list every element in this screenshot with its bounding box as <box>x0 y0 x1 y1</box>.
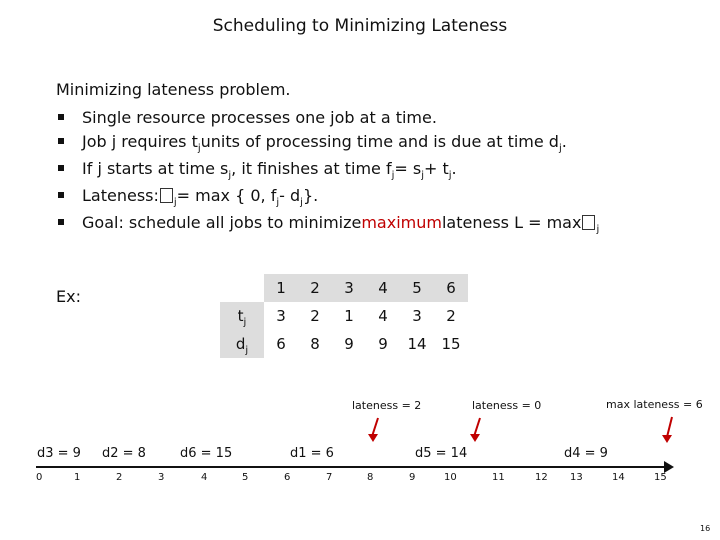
bullet-text: , it finishes at time f <box>231 159 392 178</box>
tick-label: 12 <box>535 472 548 483</box>
bullet-item <box>58 211 599 238</box>
intro-text: Minimizing lateness problem. <box>56 80 291 99</box>
bullet-item <box>58 157 599 184</box>
subscript: j <box>558 143 562 154</box>
bullet-item <box>58 184 599 211</box>
table-row <box>220 330 468 358</box>
subscript: j <box>197 143 201 154</box>
job-label: d2 = 8 <box>102 446 146 461</box>
bullet-icon <box>58 138 64 144</box>
bullet-text: + t <box>423 159 449 178</box>
lateness-note: max lateness = 6 <box>606 398 703 411</box>
tick-label: 8 <box>367 472 374 483</box>
bullet-text: Goal: schedule all jobs to minimize <box>82 213 362 232</box>
row-label: $d_j$ <box>220 330 264 358</box>
bullet-text: Job j requires t <box>82 132 198 151</box>
table-cell: 1 <box>344 307 354 325</box>
table-cell: 3 <box>276 307 286 325</box>
missing-glyph-icon <box>582 215 595 230</box>
job-label: d4 = 9 <box>564 446 608 461</box>
bullet-item <box>58 106 599 130</box>
arrow-head-icon <box>368 434 378 442</box>
bullet-icon <box>58 192 64 198</box>
tick-label: 5 <box>242 472 249 483</box>
table-cell: 2 <box>310 307 320 325</box>
lateness-note: lateness = 0 <box>472 399 542 412</box>
table-header-cell: 3 <box>332 274 366 302</box>
table-header-cell: 6 <box>434 274 468 302</box>
table-row <box>220 302 468 330</box>
timeline-axis <box>36 466 668 468</box>
table-cell: 6 <box>276 335 286 353</box>
lateness-note: lateness = 2 <box>352 399 422 412</box>
arrow-head-icon <box>470 434 480 442</box>
jobs-table <box>220 274 468 358</box>
job-label: d6 = 15 <box>180 446 233 461</box>
highlight-text: maximum <box>361 213 442 232</box>
subscript: j <box>596 224 600 235</box>
table-cell: 9 <box>378 335 388 353</box>
subscript: j <box>228 170 232 181</box>
tick-label: 4 <box>201 472 208 483</box>
page-number: 16 <box>700 524 711 533</box>
bullet-text: . <box>451 159 457 178</box>
job-label: d3 = 9 <box>37 446 81 461</box>
tick-label: 2 <box>116 472 123 483</box>
bullet-text: . <box>561 132 567 151</box>
bullet-item <box>58 130 599 157</box>
tick-label: 14 <box>612 472 625 483</box>
table-cell: 4 <box>378 307 388 325</box>
table-cell: 14 <box>407 335 427 353</box>
subscript: j <box>391 170 395 181</box>
table-cell: 9 <box>344 335 354 353</box>
bullet-text: = max { 0, f <box>176 186 277 205</box>
tick-label: 13 <box>570 472 583 483</box>
tick-label: 15 <box>654 472 667 483</box>
tick-label: 10 <box>444 472 457 483</box>
bullet-text: }. <box>302 186 319 205</box>
table-header-cell: 4 <box>366 274 400 302</box>
tick-label: 6 <box>284 472 291 483</box>
table-header-cell: 5 <box>400 274 434 302</box>
subscript: j <box>276 197 280 208</box>
arrow-head-icon <box>662 435 672 443</box>
table-cell <box>220 274 264 302</box>
subscript: j <box>421 170 424 181</box>
bullet-text: Single resource processes one job at a time. <box>82 108 437 127</box>
table-cell: 3 <box>412 307 422 325</box>
table-cell: 8 <box>310 335 320 353</box>
tick-label: 9 <box>409 472 416 483</box>
subscript: j <box>448 170 452 181</box>
table-row <box>220 274 468 302</box>
example-label: Ex: <box>56 287 81 306</box>
subscript: j <box>173 197 177 208</box>
table-header-cell: 1 <box>264 274 298 302</box>
bullet-text: Lateness: <box>82 186 159 205</box>
tick-label: 0 <box>36 472 43 483</box>
subscript: j <box>300 197 303 208</box>
table-cell: 15 <box>441 335 461 353</box>
bullet-text: lateness L = max <box>441 213 582 232</box>
row-label: $t_j$ <box>220 302 264 330</box>
bullet-icon <box>58 219 64 225</box>
bullet-icon <box>58 114 64 120</box>
job-label: d5 = 14 <box>415 446 468 461</box>
table-cell: 2 <box>446 307 456 325</box>
tick-label: 11 <box>492 472 505 483</box>
tick-label: 7 <box>326 472 333 483</box>
bullet-text: = s <box>394 159 422 178</box>
table-header-cell: 2 <box>298 274 332 302</box>
missing-glyph-icon <box>160 188 173 203</box>
bullet-text: If j starts at time s <box>82 159 229 178</box>
bullet-text: - d <box>279 186 301 205</box>
job-label: d1 = 6 <box>290 446 334 461</box>
tick-label: 1 <box>74 472 81 483</box>
bullet-icon <box>58 165 64 171</box>
tick-label: 3 <box>158 472 165 483</box>
page-title: Scheduling to Minimizing Lateness <box>212 16 508 36</box>
bullet-list <box>58 106 599 238</box>
bullet-text: units of processing time and is due at time d <box>200 132 559 151</box>
